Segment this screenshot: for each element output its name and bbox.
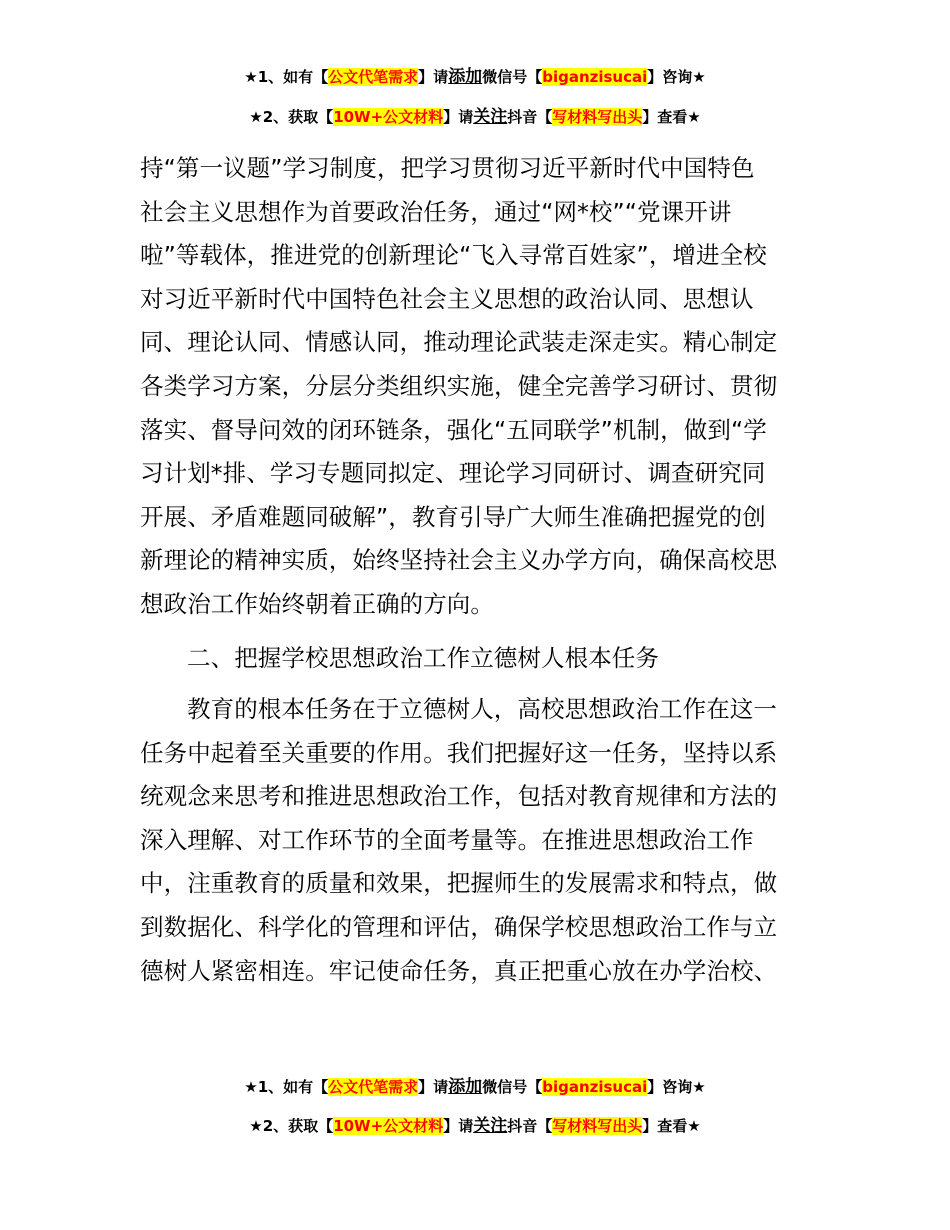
promo-text: 】请 bbox=[443, 108, 474, 126]
footer-promo-line-1 bbox=[0, 1076, 950, 1098]
promo-highlight-materials: 10W+公文材料 bbox=[333, 108, 444, 126]
promo-highlight-materials: 10W+公文材料 bbox=[333, 1117, 444, 1135]
promo-highlight-wechat-id: biganzisucai bbox=[542, 68, 648, 86]
promo-underlined-word: 添加 bbox=[448, 1077, 483, 1097]
promo-text: 微信号【 bbox=[482, 68, 543, 86]
promo-highlight-service: 公文代笔需求 bbox=[328, 1078, 419, 1096]
section-heading bbox=[140, 637, 812, 681]
text-line: 社会主义思想作为首要政治任务，通过“网*校”“党课开讲 bbox=[140, 197, 732, 226]
paragraph-2 bbox=[140, 688, 812, 993]
promo-underlined-word: 添加 bbox=[448, 67, 483, 87]
text-line: 深入理解、对工作环节的全面考量等。在推进思想政治工作 bbox=[140, 825, 754, 854]
promo-text: 抖音【 bbox=[507, 1117, 553, 1135]
text-line: 各类学习方案，分层分类组织实施，健全完善学习研讨、贯彻 bbox=[140, 371, 778, 400]
text-line: 开展、矛盾难题同破解”，教育引导广大师生准确把握党的创 bbox=[140, 502, 766, 531]
text-line: 中，注重教育的质量和效果，把握师生的发展需求和特点，做 bbox=[140, 869, 778, 898]
paragraph-1 bbox=[140, 147, 812, 627]
text-line: 任务中起着至关重要的作用。我们把握好这一任务，坚持以系 bbox=[140, 738, 778, 767]
promo-prefix: ★1、如有【 bbox=[244, 1078, 329, 1096]
promo-highlight-wechat-id: biganzisucai bbox=[542, 1078, 648, 1096]
promo-suffix: 】查看★ bbox=[642, 108, 701, 126]
promo-suffix: 】查看★ bbox=[642, 1117, 701, 1135]
text-line: 同、理论认同、情感认同，推动理论武装走深走实。精心制定 bbox=[140, 328, 778, 357]
text-line: 统观念来思考和推进思想政治工作，包括对教育规律和方法的 bbox=[140, 782, 778, 811]
promo-highlight-douyin-id: 写材料写出头 bbox=[552, 1117, 643, 1135]
promo-prefix: ★1、如有【 bbox=[244, 68, 329, 86]
header-promo-line-2 bbox=[0, 106, 950, 128]
text-line: 教育的根本任务在于立德树人，高校思想政治工作在这一 bbox=[187, 695, 777, 723]
footer-promo-line-2 bbox=[0, 1115, 950, 1137]
text-line: 想政治工作始终朝着正确的方向。 bbox=[140, 589, 494, 618]
text-line: 新理论的精神实质，始终坚持社会主义办学方向，确保高校思 bbox=[140, 546, 778, 575]
promo-highlight-service: 公文代笔需求 bbox=[328, 68, 419, 86]
text-line: 到数据化、科学化的管理和评估，确保学校思想政治工作与立 bbox=[140, 912, 778, 941]
promo-text: 微信号【 bbox=[482, 1078, 543, 1096]
promo-text: 】请 bbox=[418, 68, 449, 86]
promo-prefix: ★2、获取【 bbox=[249, 108, 334, 126]
promo-text: 抖音【 bbox=[507, 108, 553, 126]
promo-highlight-douyin-id: 写材料写出头 bbox=[552, 108, 643, 126]
promo-suffix: 】咨询★ bbox=[647, 1078, 706, 1096]
text-line: 德树人紧密相连。牢记使命任务，真正把重心放在办学治校、 bbox=[140, 956, 778, 985]
promo-underlined-word: 关注 bbox=[473, 107, 508, 127]
promo-prefix: ★2、获取【 bbox=[249, 1117, 334, 1135]
promo-text: 】请 bbox=[418, 1078, 449, 1096]
promo-text: 】请 bbox=[443, 1117, 474, 1135]
text-line: 持“第一议题”学习制度，把学习贯彻习近平新时代中国特色 bbox=[140, 154, 755, 182]
text-line: 啦”等载体，推进党的创新理论“飞入寻常百姓家”，增进全校 bbox=[140, 241, 767, 270]
text-line: 对习近平新时代中国特色社会主义思想的政治认同、思想认 bbox=[140, 284, 754, 313]
text-line: 落实、督导问效的闭环链条，强化“五同联学”机制，做到“学 bbox=[140, 415, 767, 444]
section-heading-text: 二、把握学校思想政治工作立德树人根本任务 bbox=[187, 644, 659, 672]
header-promo-line-1 bbox=[0, 66, 950, 88]
promo-suffix: 】咨询★ bbox=[647, 68, 706, 86]
promo-underlined-word: 关注 bbox=[473, 1116, 508, 1136]
text-line: 习计划*排、学习专题同拟定、理论学习同研讨、调查研究同 bbox=[140, 459, 766, 488]
